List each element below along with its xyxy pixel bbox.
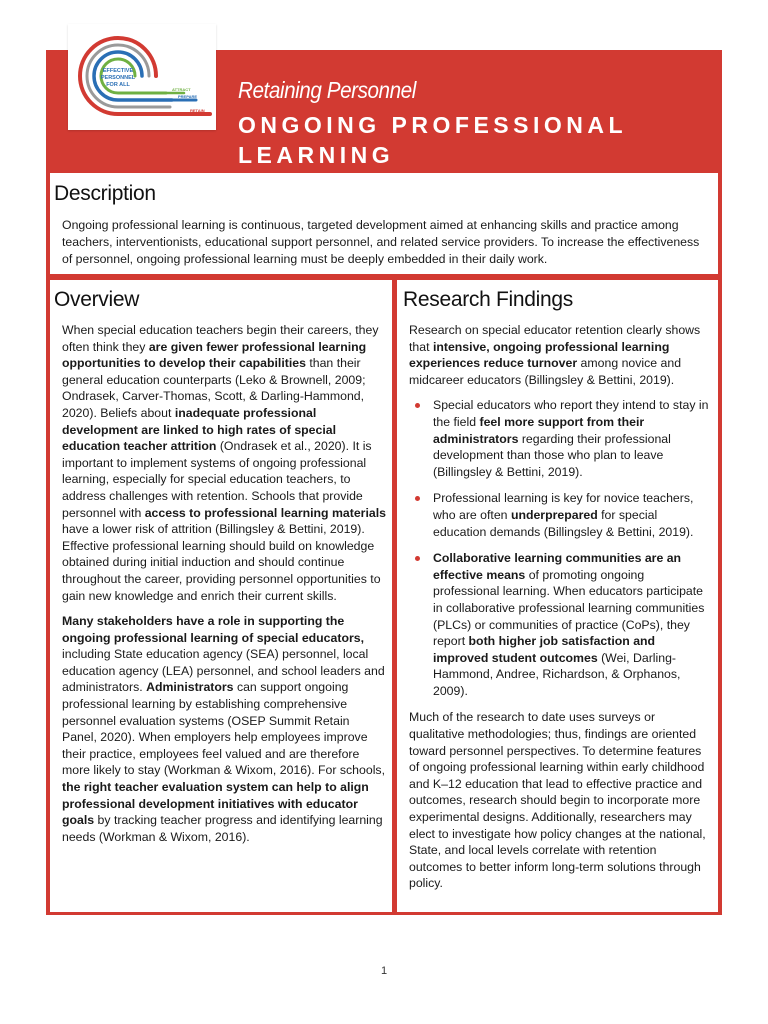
text-run: (Ondrasek et al., 2020). It is important to implement systems of ongoing professional learning, especially for special education teachers, to address challenges with retention. Schools that provide personnel with [62, 439, 372, 520]
text-run: for special education demands (Billingsley & Bettini, 2019). [433, 507, 694, 539]
logo-label-retain: RETAIN [190, 108, 205, 113]
bold-run: access to professional learning materials [144, 505, 386, 520]
research-closing: Much of the research to date uses surveys or qualitative methodologies; thus, findings are oriented toward personnel perspectives. To determine features of ongoing professional learning within early childhood and K–12 education that lead to effective practice and outcomes, research should begin to incorporate more experimental designs. Additionally, researchers may elect to investigate how policy changes at the national, State, and local levels correlate with retention outcomes to better inform long-term solutions through policy. [409, 710, 706, 891]
bold-run: Collaborative learning communities are an effective means [433, 551, 682, 582]
text-run: regarding their professional development than those who plan to leave (Billingsley & Bettini, 2019). [433, 431, 671, 479]
text-run: have a lower risk of attrition (Billingsley & Bettini, 2019). Effective professional learning should build on knowledge obtained during initial induction and should continue throughout the career, providing personnel opportunities to gain new knowledge and enrich their current skills. [62, 522, 381, 603]
logo-line-3: FOR ALL [106, 82, 130, 88]
text-run: by tracking teacher progress and identifying learning needs (Workman & Wixom, 2016). [62, 813, 383, 844]
text-run: including State education agency (SEA) personnel, local education agency (LEA) personnel, and school leaders and administrators. [62, 647, 385, 695]
logo-label-prepare: PREPARE [178, 94, 198, 99]
overview-body [62, 322, 387, 854]
description-section [50, 173, 718, 274]
list-item [409, 397, 713, 480]
research-intro [409, 322, 713, 388]
page-number: 1 [380, 965, 388, 977]
bullet-icon [415, 496, 420, 501]
bold-run: underprepared [510, 507, 598, 522]
bold-run: Administrators [146, 680, 234, 695]
logo-line-1: EFFECTIVE [102, 68, 134, 74]
text-run: Professional learning is key for novice teachers, who are often [433, 491, 694, 522]
text-run: can support ongoing professional learning by establishing comprehensive personnel evaluation systems (OSEP Summit Retain Panel, 2020). When employers help employees improve their practice, employees feel valued and are therefore more likely to stay (Workman & Wixom, 2016). For schools, [62, 680, 385, 778]
bold-run: intensive, ongoing professional learning experiences reduce turnover [409, 339, 670, 371]
bold-run: both higher job satisfaction and improved student outcomes [433, 634, 656, 665]
bold-run: the right teacher evaluation system can help to align professional development initiatives with educator goals [62, 780, 369, 828]
text-run: of promoting ongoing professional learning. When educators participate in collaborative professional learning communities (PLCs) or communities of practice (CoPs), they report [433, 567, 705, 649]
overview-paragraph-2 [62, 613, 387, 845]
bullet-icon [415, 556, 420, 561]
list-item [409, 490, 713, 540]
research-findings-heading: Research Findings [403, 288, 573, 311]
bold-run: are given fewer professional learning opportunities to develop their capabilities [62, 339, 367, 371]
logo [68, 24, 216, 130]
bullet-icon [415, 403, 420, 408]
bold-run: inadequate professional development are linked to high rates of special education teacher attrition [62, 405, 337, 454]
description-text: Ongoing professional learning is continuous, targeted development aimed at enhancing skills and practice among teachers, interventionists, educational support personnel, and related service providers. To increase the effectiveness of personnel, ongoing professional learning must be deeply embedded in their daily work. [62, 218, 700, 266]
logo-line-2: PERSONNEL [100, 75, 136, 81]
text-run: Special educators who report they intend to stay in the field [433, 398, 709, 429]
research-findings-section [397, 280, 718, 912]
page-title: ONGOING PROFESSIONAL LEARNING [238, 112, 627, 168]
bold-run: feel more support from their administrators [433, 414, 645, 446]
logo-label-attract: ATTRACT [172, 87, 191, 92]
overview-paragraph-1 [62, 322, 387, 604]
description-heading: Description [54, 182, 156, 205]
text-run: When special education teachers begin their careers, they often think they [62, 323, 379, 354]
text-run: (Wei, Darling-Hammond, Andree, Richardson, & Orphanos, 2009). [433, 650, 681, 698]
header-subtitle: Retaining Personnel [238, 77, 416, 103]
research-bullet-list [409, 397, 713, 699]
overview-heading: Overview [54, 288, 140, 311]
text-run: Research on special educator retention clearly shows that [409, 323, 701, 354]
text-run: than their general education counterparts (Leko & Brownell, 2009; Ondrasek, Carver-Thomas, Scott, & Darling-Hammond, 2020). Beliefs about [62, 356, 366, 420]
bold-run: Many stakeholders have a role in supporting the ongoing professional learning of special educators, [62, 614, 365, 645]
overview-section [50, 280, 392, 912]
list-item [409, 550, 713, 699]
research-findings-body [409, 322, 713, 901]
text-run: among novice and midcareer educators (Billingsley & Bettini, 2019). [409, 356, 682, 387]
effective-personnel-logo-icon [68, 24, 216, 130]
